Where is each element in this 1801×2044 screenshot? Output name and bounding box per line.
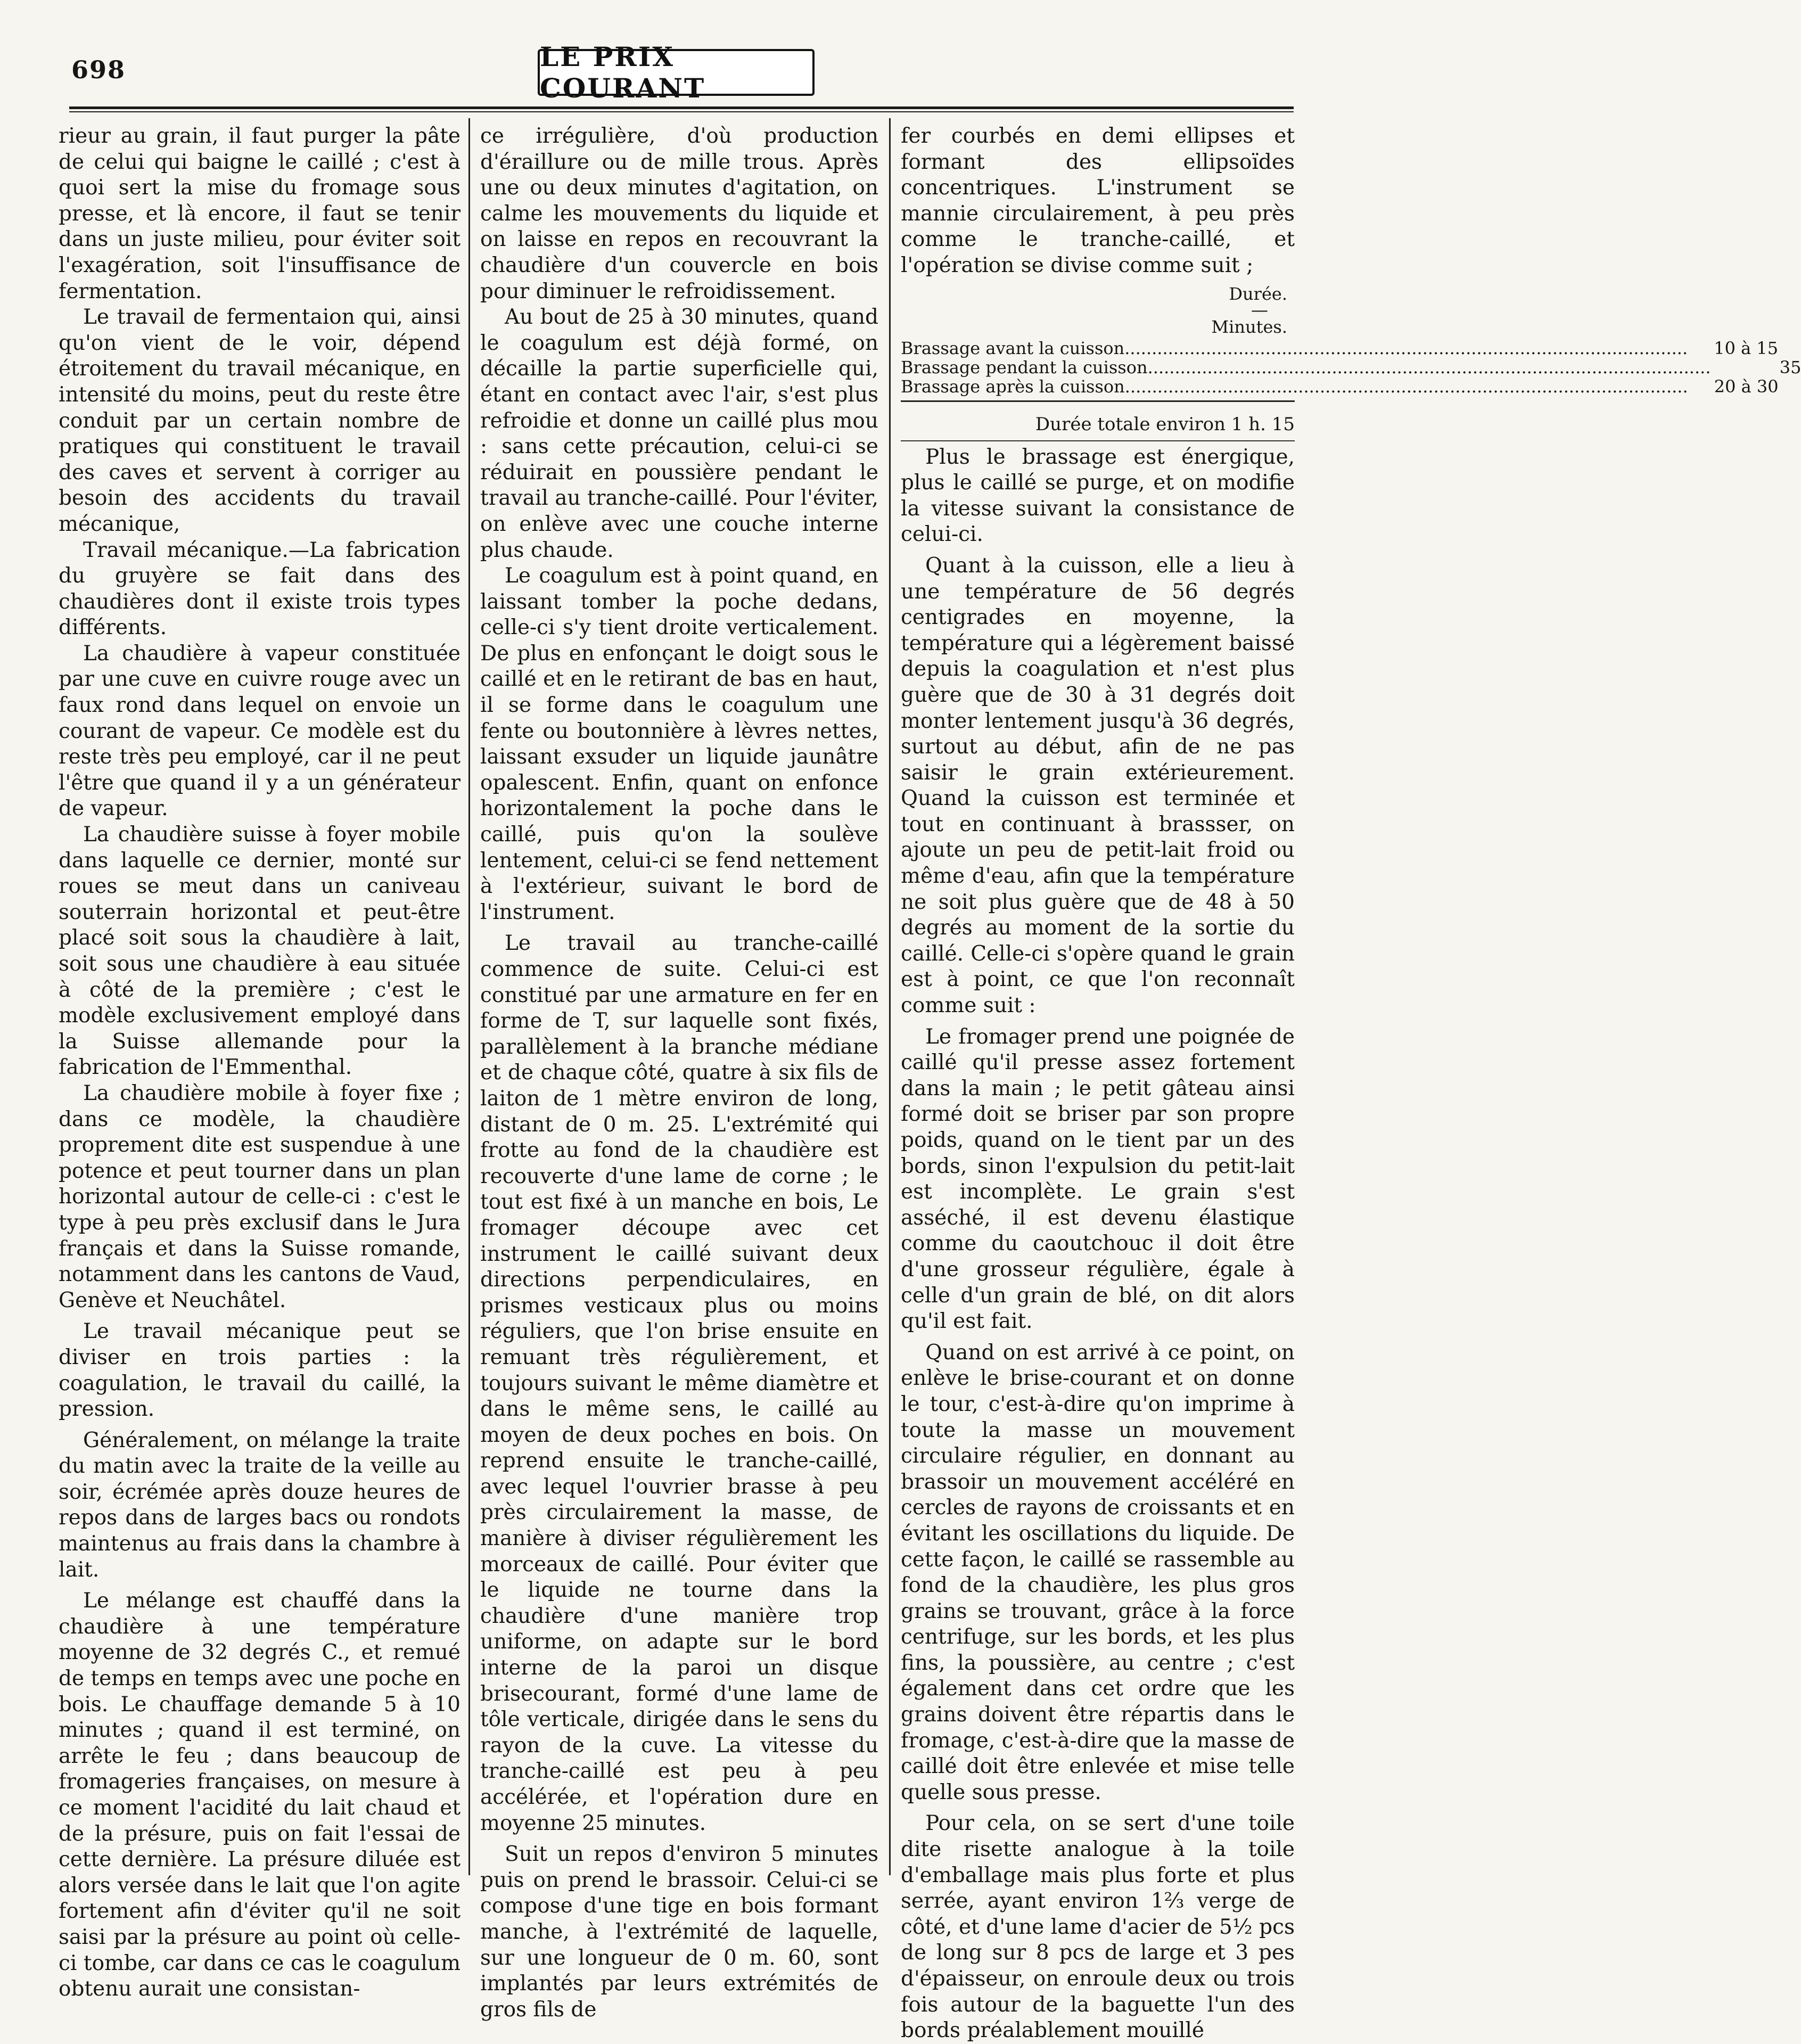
leader-dots bbox=[1148, 358, 1711, 377]
text-column-1 bbox=[59, 124, 460, 2001]
header-rule bbox=[69, 106, 1294, 109]
table-rule bbox=[901, 400, 1295, 402]
paragraph: La chaudière à vapeur constituée par une cuve en cuivre rouge avec un faux rond dans lequel on envoie un courant de vapeur. Ce modèle est du reste très peu employé, car il ne peut l'être que quand il y a un générateur de vapeur. bbox=[59, 641, 460, 821]
duration-unit: Minutes. bbox=[1211, 316, 1287, 337]
paragraph: Plus le brassage est énergique, plus le caillé se purge, et on modifie la vitesse suivant la consistance de celui-ci. bbox=[901, 445, 1295, 547]
paragraph: rieur au grain, il faut purger la pâte de celui qui baigne le caillé ; c'est à quoi sert la mise du fromage sous presse, et là encore, il faut se tenir dans un juste milieu, pour éviter soit l'exagération, soit l'insuffisance de fermentation. bbox=[59, 124, 460, 303]
duration-label: Brassage pendant la cuisson bbox=[901, 357, 1148, 377]
paragraph: fer courbés en demi ellipses et formant des ellipsoïdes concentriques. L'instrument se mannie circulairement, à peu près comme le tranche-caillé, et l'opération se divise comme suit ; bbox=[901, 124, 1295, 277]
text-column-2 bbox=[480, 124, 878, 2022]
page-header bbox=[0, 0, 1355, 114]
duration-row bbox=[901, 376, 1779, 397]
duration-dash: — bbox=[1251, 299, 1268, 320]
paragraph: Suit un repos d'environ 5 minutes puis on prend le brassoir. Celui-ci se compose d'une tige en bois formant manche, à l'extrémité de laquelle, sur une longueur de 0 m. 60, sont implantés par leurs extrémités de gros fils de bbox=[480, 1842, 878, 2022]
duration-label: Brassage avant la cuisson bbox=[901, 338, 1125, 358]
paragraph: Pour cela, on se sert d'une toile dite risette analogue à la toile d'emballage mais plus forte et plus serrée, ayant environ 1⅔ verge de côté, et d'une lame d'acier de 5½ pcs de long sur 8 pcs de large et 3 pes d'épaisseur, on enroule deux ou trois fois autour de la baguette l'un des bords préalablement mouillé bbox=[901, 1811, 1295, 2043]
masthead-logo: LE PRIX COURANT bbox=[538, 49, 815, 96]
page-number: 698 bbox=[71, 55, 126, 84]
paragraph: Travail mécanique.—La fabrication du gruyère se fait dans des chaudières dont il existe trois types différents. bbox=[59, 538, 460, 640]
duration-header: Durée. bbox=[1229, 283, 1287, 304]
duration-value: 20 à 30 bbox=[1714, 376, 1779, 397]
leader-dots bbox=[1125, 377, 1688, 396]
text-column-3 bbox=[901, 124, 1801, 2043]
duration-table bbox=[901, 283, 1801, 441]
column-divider bbox=[889, 118, 891, 1875]
duration-value: 10 à 15 bbox=[1714, 338, 1779, 358]
paragraph: La chaudière suisse à foyer mobile dans laquelle ce dernier, monté sur roues se meut dans un caniveau souterrain horizontal et peut-être placé soit sous la chaudière à lait, soit sous une chaudière à eau située à côté de la première ; c'est le modèle exclusivement employé dans la Suisse allemande pour la fabrication de l'Emmenthal. bbox=[59, 823, 460, 1080]
paragraph: Le fromager prend une poignée de caillé qu'il presse assez fortement dans la main ; le petit gâteau ainsi formé doit se briser par son propre poids, quand on le tient par un des bords, sinon l'expulsion du petit-lait est incomplète. Le grain s'est asséché, il est devenu élastique comme du caoutchouc il doit être d'une grosseur régulière, égale à celle d'un grain de blé, on dit alors qu'il est fait. bbox=[901, 1024, 1295, 1334]
paragraph: Le travail au tranche-caillé commence de suite. Celui-ci est constitué par une armature en fer en forme de T, sur laquelle sont fixés, parallèlement à la branche médiane et de chaque côté, quatre à six fils de laiton de 1 mètre environ de long, distant de 0 m. 25. L'extrémité qui frotte au fond de la chaudière est recouverte d'une lame de corne ; le tout est fixé à un manche en bois, Le fromager découpe avec cet instrument le caillé suivant deux directions perpendiculaires, en prismes vesticaux plus ou moins réguliers, que l'on brise ensuite en remuant très régulièrement, et toujours suivant le même diamètre et dans le même sens, le caillé au moyen de deux poches en bois. On reprend ensuite le tranche-caillé, avec lequel l'ouvrier brasse à peu près circulairement la masse, de manière à diviser régulièrement les morceaux de caillé. Pour éviter que le liquide ne tourne dans la chaudière d'une manière trop uniforme, on adapte sur le bord interne de la paroi un disque brisecourant, formé d'une lame de tôle verticale, dirigée dans le sens du rayon de la cuve. La vitesse du tranche-caillé est peu à peu accélérée, et l'opération dure en moyenne 25 minutes. bbox=[480, 931, 878, 1835]
duration-label: Brassage après la cuisson bbox=[901, 376, 1125, 397]
paragraph: Le coagulum est à point quand, en laissant tomber la poche dedans, celle-ci s'y tient droite verticalement. De plus en enfonçant le doigt sous le caillé et en le retirant de bas en haut, il se forme dans le coagulum une fente ou boutonnière à lèvres nettes, laissant exsuder un liquide jaunâtre opalescent. Enfin, quant on enfonce horizontalement la poche dans le caillé, puis qu'on la soulève lentement, celui-ci se fend nettement à l'extérieur, suivant le bord de l'instrument. bbox=[480, 564, 878, 924]
paragraph: Quand on est arrivé à ce point, on enlève le brise-courant et on donne le tour, c'est-à-dire qu'on imprime à toute la masse un mouvement circulaire régulier, en donnant au brassoir un mouvement accéléré en cercles de rayons de croissants et en évitant les oscillations du liquide. De cette façon, le caillé se rassemble au fond de la chaudière, les plus gros grains se trouvant, grâce à la force centrifuge, sur les bords, et les plus fins, la poussière, au centre ; c'est également dans cet ordre que les grains doivent être répartis dans le fromage, c'est-à-dire que la masse de caillé doit être enlevée et mise telle quelle sous presse. bbox=[901, 1340, 1295, 1804]
duration-row bbox=[901, 338, 1779, 358]
paragraph: Le travail de fermentaion qui, ainsi qu'on vient de le voir, dépend étroitement du travail mécanique, en intensité du moins, peut du reste être conduit par un certain nombre de pratiques qui constituent le travail des caves et servent à corriger au besoin des accidents du travail mécanique, bbox=[59, 305, 460, 536]
duration-value: 35 bbox=[1779, 357, 1801, 377]
paragraph: Le travail mécanique peut se diviser en trois parties : la coagulation, le travail du caillé, la pression. bbox=[59, 1319, 460, 1422]
paragraph: La chaudière mobile à foyer fixe ; dans ce modèle, la chaudière proprement dite est suspendue à une potence et peut tourner dans un plan horizontal autour de celle-ci : c'est le type à peu près exclusif dans le Jura français et dans la Suisse romande, notamment dans les cantons de Vaud, Genève et Neuchâtel. bbox=[59, 1081, 460, 1312]
leader-dots bbox=[1124, 339, 1688, 358]
paragraph: Quant à la cuisson, elle a lieu à une température de 56 degrés centigrades en moyenne, la température qui a légèrement baissé depuis la coagulation et n'est plus guère que de 30 à 31 degrés doit monter lentement jusqu'à 36 degrés, surtout au début, afin de ne pas saisir le grain extérieurement. Quand la cuisson est terminée et tout en continuant à brassser, on ajoute un peu de petit-lait froid ou même d'eau, afin que la température ne soit plus guère que de 48 à 50 degrés au moment de la sortie du caillé. Celle-ci s'opère quand le grain est à point, ce que l'on reconnaît comme suit : bbox=[901, 553, 1295, 1018]
table-rule bbox=[901, 440, 1295, 441]
paragraph: ce irrégulière, d'où production d'éraillure ou de mille trous. Après une ou deux minutes d'agitation, on calme les mouvements du liquide et on laisse en repos en recouvrant la chaudière d'un couvercle en bois pour diminuer le refroidissement. bbox=[480, 124, 878, 303]
duration-row bbox=[901, 357, 1801, 377]
column-divider bbox=[468, 118, 470, 1875]
paragraph: Au bout de 25 à 30 minutes, quand le coagulum est déjà formé, on décaille la partie superficielle qui, étant en contact avec l'air, s'est plus refroidie et donne un caillé plus mou : sans cette précaution, celui-ci se réduirait en poussière pendant le travail au tranche-caillé. Pour l'éviter, on enlève avec une couche interne plus chaude. bbox=[480, 305, 878, 562]
header-rule-thin bbox=[69, 111, 1294, 112]
duration-total: Durée totale environ 1 h. 15 bbox=[1035, 413, 1295, 435]
paragraph: Le mélange est chauffé dans la chaudière à une température moyenne de 32 degrés C., et remué de temps en temps avec une poche en bois. Le chauffage demande 5 à 10 minutes ; quand il est terminé, on arrête le feu ; dans beaucoup de fromageries françaises, on mesure à ce moment l'acidité du lait chaud et de la présure, puis on fait l'essai de cette dernière. La présure diluée est alors versée dans le lait que l'on agite fortement afin d'éviter qu'il ne soit saisi par la présure au point où celle-ci tombe, car dans ce cas le coagulum obtenu aurait une consistan- bbox=[59, 1589, 460, 2001]
paragraph: Généralement, on mélange la traite du matin avec la traite de la veille au soir, écrémée après douze heures de repos dans de larges bacs ou rondots maintenus au frais dans la chambre à lait. bbox=[59, 1428, 460, 1582]
